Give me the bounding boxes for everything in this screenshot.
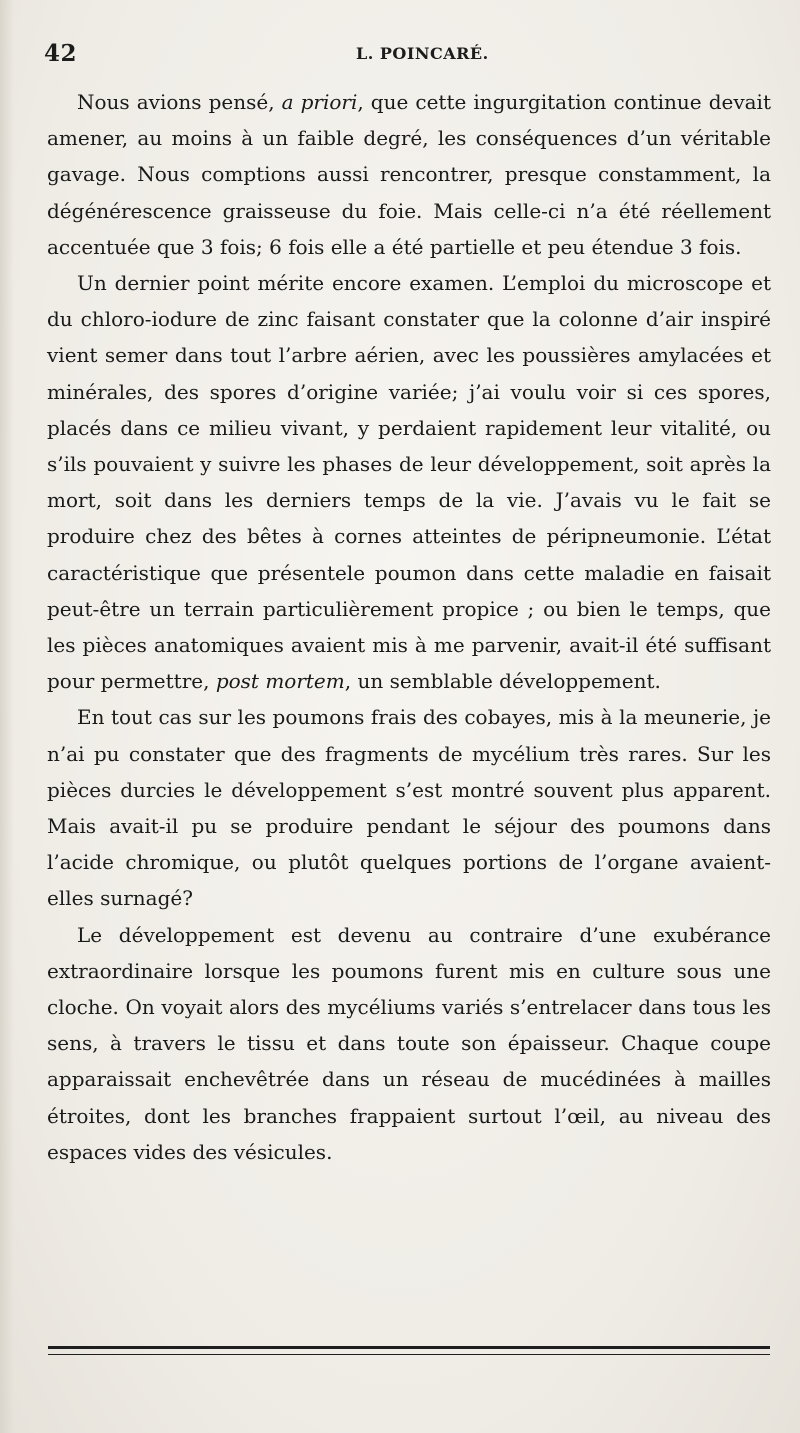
footer-rule-thin xyxy=(48,1354,770,1355)
paragraph: Un dernier point mérite encore examen. L’emploi du microscope et du chloro-iodure de zinc faisant constater que la colonne d’air inspiré vient semer dans tout l’arbre aérien, avec les poussières amylacées et minérales, des spores d’origine variée; j’ai voulu voir si ces spores, placés dans ce milieu vivant, y perdaient rapidement leur vitalité, ou s’ils pouvaient y suivre les phases de leur développement, soit après la mort, soit dans les derniers temps de la vie. J’avais vu le fait se produire chez des bêtes à cornes atteintes de péripneumonie. L’état caractéristique que présentele poumon dans cette maladie en faisait peut-être un terrain particulièrement propice ; ou bien le temps, que les pièces anatomiques avaient mis à me parvenir, avait-il été suffisant pour permettre, post mortem, un semblable développement. xyxy=(47,271,771,694)
paragraph: Nous avions pensé, a priori, que cette ingurgitation continue devait amener, au moins à un faible degré, les conséquences d’un véritable gavage. Nous comptions aussi rencontrer, presque constamment, la dégénérescence graisseuse du foie. Mais celle-ci n’a été réellement accentuée que 3 fois; 6 fois elle a été partielle et peu étendue 3 fois. xyxy=(47,90,771,259)
paragraph: En tout cas sur les poumons frais des cobayes, mis à la meunerie, je n’ai pu constater que des fragments de mycélium très rares. Sur les pièces durcies le développement s’est montré souvent plus apparent. Mais avait-il pu se produire pendant le séjour des poumons dans l’acide chromique, ou plutôt quelques portions de l’organe avaient-elles surnagé? xyxy=(47,705,771,911)
running-head: L. POINCARÉ. xyxy=(356,44,489,63)
body-text xyxy=(47,84,771,1170)
footer-rule-thick xyxy=(48,1346,770,1349)
page-header xyxy=(44,40,770,74)
paragraph: Le développement est devenu au contraire d’une exubérance extraordinaire lorsque les poumons furent mis en culture sous une cloche. On voyait alors des mycéliums variés s’entrelacer dans tous les sens, à travers le tissu et dans toute son épaisseur. Chaque coupe apparaissait enchevêtrée dans un réseau de mucédinées à mailles étroites, dont les branches frappaient surtout l’œil, au niveau des espaces vides des vésicules. xyxy=(47,922,771,1164)
page-number: 42 xyxy=(44,40,78,67)
page-gutter-shadow xyxy=(0,0,14,1433)
